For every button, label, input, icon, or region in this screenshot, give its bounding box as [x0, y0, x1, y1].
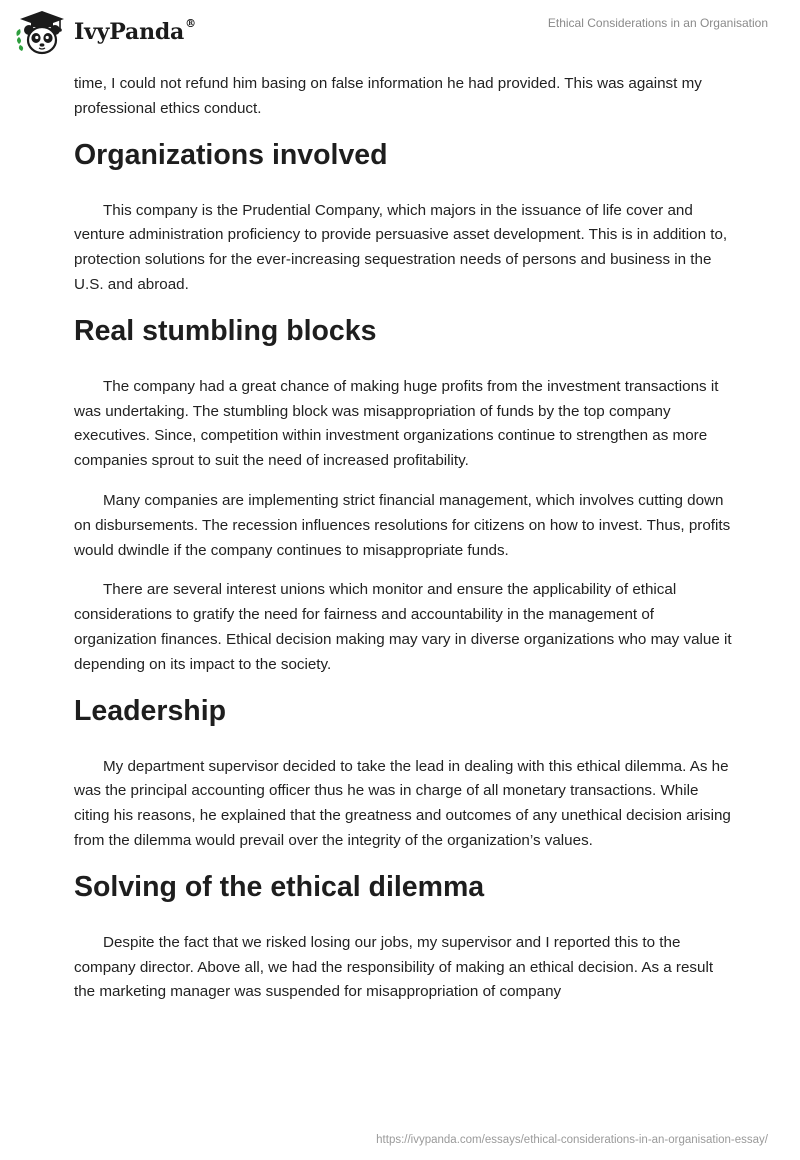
section-heading-leadership: Leadership — [74, 694, 227, 727]
section-paragraph: This company is the Prudential Company, which majors in the issuance of life cover and venture administration proficiency to provide persuasive asset development. This is in addition to, protection solutions for the ever-increasing sequestration needs of persons and business in the U.S. and abroad. — [74, 201, 728, 293]
running-title: Ethical Considerations in an Organisation — [547, 16, 768, 30]
panda-graduate-icon — [14, 9, 66, 55]
section-paragraph: Many companies are implementing strict financial management, which involves cutting down on disbursements. The recession influences resolutions for citizens on how to invest. Thus, profits would dwindle if the company continues to misappropriate funds. — [74, 491, 731, 559]
section-heading-solving: Solving of the ethical dilemma — [74, 870, 485, 903]
registered-mark: ® — [185, 17, 196, 30]
source-url[interactable]: https://ivypanda.com/essays/ethical-considerations-in-an-organisation-essay/ — [376, 1134, 768, 1146]
section-heading-stumbling-blocks: Real stumbling blocks — [74, 314, 377, 347]
page-header — [0, 0, 800, 62]
section-paragraph: My department supervisor decided to take the lead in dealing with this ethical dilemma. As he was the principal accounting officer thus he was in charge of all monetary transactions. While citing his reasons, he explained that the greatness and outcomes of any unethical decision arising from the dilemma would prevail over the integrity of the organization’s values. — [74, 757, 731, 849]
ivypanda-logo[interactable] — [14, 8, 196, 56]
section-heading-organizations: Organizations involved — [74, 138, 388, 171]
section-paragraph: There are several interest unions which monitor and ensure the applicability of ethical considerations to gratify the need for fairness and accountability in the management of organization finances. Ethical decision making may vary in diverse organizations who may value it depending on its impact to the society. — [74, 581, 732, 673]
intro-paragraph: time, I could not refund him basing on false information he had provided. This was against my professional ethics conduct. — [74, 75, 702, 117]
brand-name: IvyPanda® — [74, 17, 196, 45]
section-paragraph: The company had a great chance of making huge profits from the investment transactions it was undertaking. The stumbling block was misappropriation of funds by the top company executives. Since, competition within investment organizations continue to strengthen as more companies sprout to suit the need of increased profitability. — [74, 377, 719, 470]
section-paragraph: Despite the fact that we risked losing our jobs, my supervisor and I reported this to the company director. Above all, we had the responsibility of making an ethical decision. As a result the marketing manager was suspended for misappropriation of company — [74, 933, 714, 1001]
essay-body — [74, 72, 734, 1020]
